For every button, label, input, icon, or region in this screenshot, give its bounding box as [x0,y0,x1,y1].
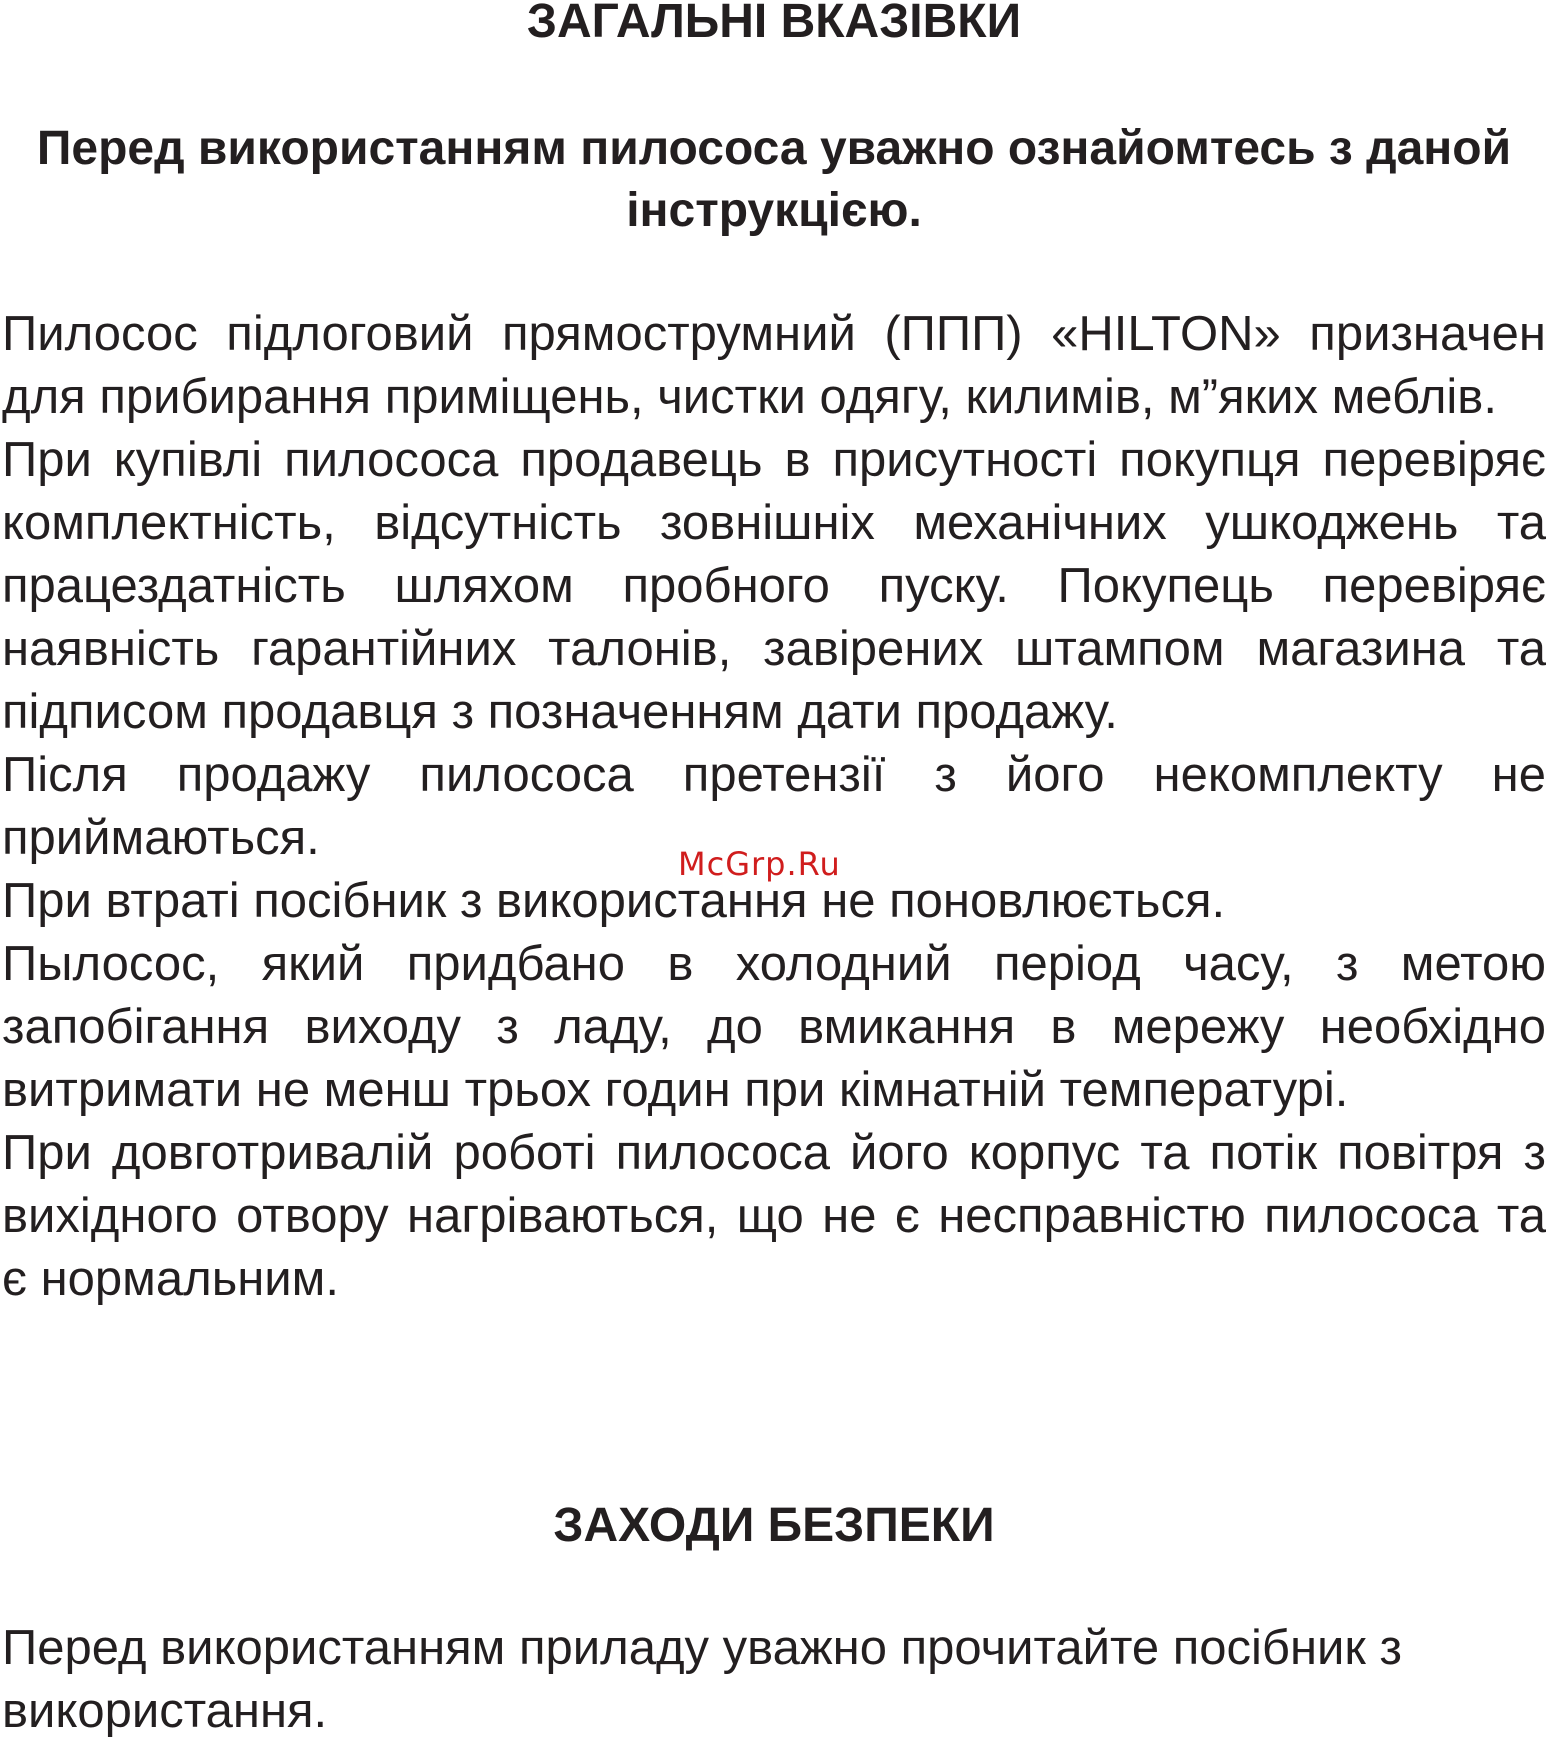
watermark-text: McGrp.Ru [678,845,841,883]
paragraph-heating: При довготривалій роботі пилососа його корпус та потік повітря з вихідного отвору нагріваються, що не є несправністю пилососа та є нормальним. [2,1126,1546,1306]
paragraph-cold-season: Пылосос, який придбано в холодний період часу, з метою запобігання виходу з ладу, до вмикання в мережу необхідно витримати не менш трьох годин при кімнатній температурі. [2,937,1546,1117]
intro-notice: Перед використанням пилососа уважно ознайомтесь з даной інструкцією. [36,122,1512,237]
section-title-safety: ЗАХОДИ БЕЗПЕКИ [553,1499,995,1552]
paragraph-lost-manual: При втраті посібник з використання не поновлюється. [2,874,1226,928]
paragraph-purchase-check: При купівлі пилососа продавець в присутності покупця перевіряє комплектність, відсутність зовнішніх механічних ушкоджень та працездатність шляхом пробного пуску. Покупець перевіряє наявність гарантійних талонів, завірених штампом магазина та підписом продавця з позначенням дати продажу. [2,433,1546,739]
paragraph-claims: Після продажу пилососа претензії з його некомплекту не приймаються. [2,748,1546,865]
safety-intro: Перед використанням приладу уважно прочитайте посібник з використання. [2,1621,1402,1738]
general-instructions-body [2,303,1546,1311]
section-title-general: ЗАГАЛЬНІ ВКАЗІВКИ [526,0,1022,48]
paragraph-purpose: Пилосос підлоговий прямострумний (ППП) «HILTON» призначен для прибирання приміщень, чистки одягу, килимів, м”яких меблів. [2,307,1546,424]
